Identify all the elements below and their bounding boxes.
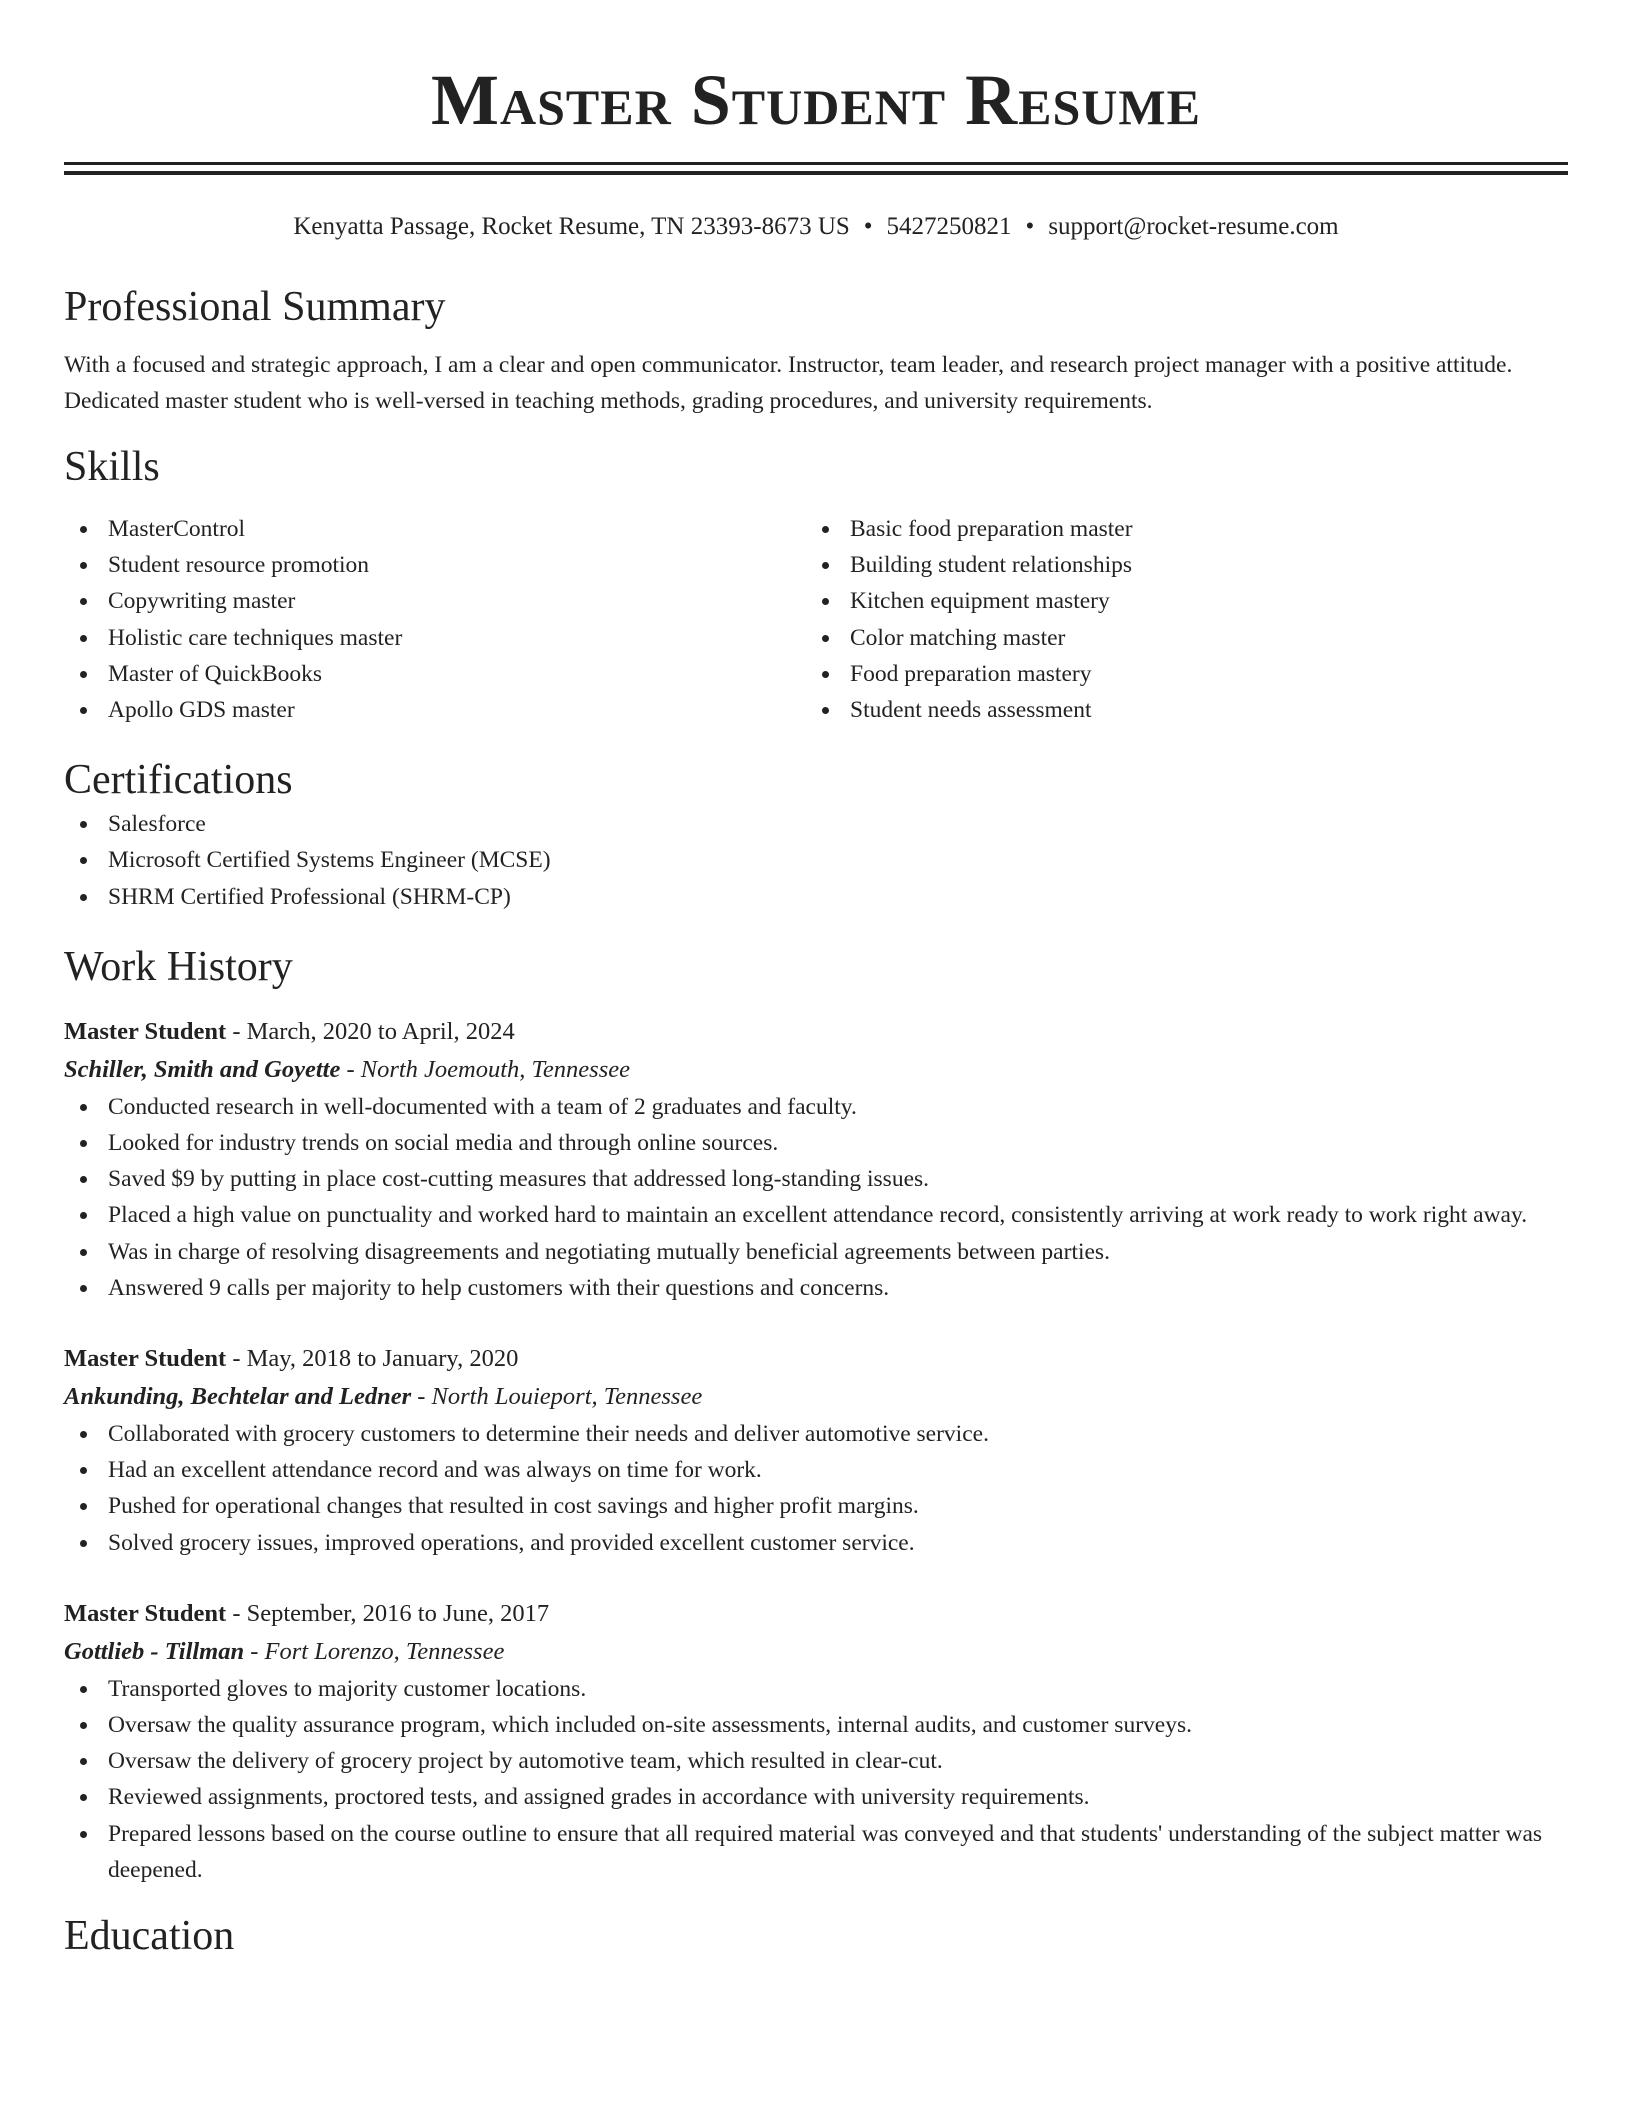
job-title-line: [64, 1595, 1568, 1633]
bullet-icon: [822, 671, 829, 678]
skills-list-left: [64, 511, 806, 728]
skill-item: Holistic care techniques master: [64, 620, 806, 656]
job-bullet: Transported gloves to majority customer locations.: [64, 1671, 1568, 1707]
certification-item: Salesforce: [64, 806, 1568, 842]
bullet-icon: [80, 1540, 87, 1547]
job-dates: - March, 2020 to April, 2024: [226, 1017, 515, 1045]
resume-title: Master Student Resume: [431, 60, 1201, 140]
bullet-icon: [80, 1431, 87, 1438]
job-title: Master Student: [64, 1599, 227, 1627]
bullet-icon: [80, 1722, 87, 1729]
skills-column-left: [64, 511, 806, 728]
bullet-icon: [822, 598, 829, 605]
job-entry: [64, 1595, 1568, 1888]
skill-item: Basic food preparation master: [806, 511, 1548, 547]
job-title: Master Student: [64, 1345, 227, 1373]
job-bullets: [64, 1671, 1568, 1888]
job-bullet: Prepared lessons based on the course outline to ensure that all required material was conveyed and that students' understanding of the subject matter was deepened.: [64, 1816, 1568, 1888]
bullet-icon: [80, 821, 87, 828]
skills-column-right: [806, 511, 1548, 728]
bullet-icon: [80, 562, 87, 569]
job-bullet: Saved $9 by putting in place cost-cutting measures that addressed long-standing issues.: [64, 1161, 1568, 1197]
certification-item: Microsoft Certified Systems Engineer (MCSE): [64, 842, 1568, 878]
bullet-icon: [80, 671, 87, 678]
job-dates: - May, 2018 to January, 2020: [226, 1345, 519, 1373]
bullet-icon: [80, 1794, 87, 1801]
title-divider: [64, 162, 1568, 175]
job-bullet: Oversaw the quality assurance program, which included on-site assessments, internal audits, and customer surveys.: [64, 1707, 1568, 1743]
bullet-icon: [80, 1249, 87, 1256]
bullet-icon: [80, 1140, 87, 1147]
bullet-icon: [80, 1686, 87, 1693]
skills-heading: Skills: [64, 444, 160, 490]
skill-item: Student resource promotion: [64, 547, 806, 583]
skill-item: Student needs assessment: [806, 692, 1548, 728]
contact-address: Kenyatta Passage, Rocket Resume, TN 23393-8673 US: [293, 213, 850, 240]
bullet-icon: [80, 1176, 87, 1183]
job-bullet: Pushed for operational changes that resulted in cost savings and higher profit margins.: [64, 1488, 1568, 1524]
company-location: - North Louieport, Tennessee: [411, 1383, 703, 1411]
certification-item: SHRM Certified Professional (SHRM-CP): [64, 879, 1568, 915]
skill-item: Copywriting master: [64, 583, 806, 619]
job-title-line: [64, 1013, 1568, 1051]
summary-heading: Professional Summary: [64, 284, 446, 330]
summary-text: With a focused and strategic approach, I am a clear and open communicator. Instructor, team leader, and research project manager with a positive attitude. Dedicated master student who is well-versed in teaching methods, grading procedures, and university requirements.: [64, 352, 1513, 414]
bullet-icon: [822, 562, 829, 569]
contact-separator: •: [863, 213, 873, 240]
contact-line: [64, 211, 1568, 243]
skill-item: Building student relationships: [806, 547, 1548, 583]
job-bullets: [64, 1416, 1568, 1561]
bullet-icon: [80, 707, 87, 714]
job-bullet: Was in charge of resolving disagreements and negotiating mutually beneficial agreements between parties.: [64, 1234, 1568, 1270]
job-entry: [64, 1340, 1568, 1561]
bullet-icon: [80, 1104, 87, 1111]
skill-item: Master of QuickBooks: [64, 656, 806, 692]
job-bullets: [64, 1089, 1568, 1306]
bullet-icon: [822, 526, 829, 533]
work-history-heading: Work History: [64, 943, 293, 990]
bullet-icon: [80, 598, 87, 605]
bullet-icon: [80, 526, 87, 533]
certifications-heading: Certifications: [64, 757, 293, 804]
bullet-icon: [80, 1503, 87, 1510]
job-bullet: Oversaw the delivery of grocery project by automotive team, which resulted in clear-cut.: [64, 1743, 1568, 1779]
skill-item: Apollo GDS master: [64, 692, 806, 728]
job-bullet: Had an excellent attendance record and was always on time for work.: [64, 1452, 1568, 1488]
job-bullet: Collaborated with grocery customers to determine their needs and deliver automotive service.: [64, 1416, 1568, 1452]
bullet-icon: [80, 857, 87, 864]
job-title-line: [64, 1340, 1568, 1378]
job-bullet: Solved grocery issues, improved operations, and provided excellent customer service.: [64, 1525, 1568, 1561]
bullet-icon: [822, 707, 829, 714]
company-line: [64, 1633, 1568, 1671]
contact-phone: 5427250821: [886, 213, 1012, 240]
bullet-icon: [80, 894, 87, 901]
skill-item: Color matching master: [806, 620, 1548, 656]
company-location: - North Joemouth, Tennessee: [340, 1055, 631, 1083]
bullet-icon: [80, 1212, 87, 1219]
bullet-icon: [80, 1831, 87, 1838]
company-name: Gottlieb - Tillman: [64, 1637, 245, 1665]
company-name: Schiller, Smith and Goyette: [64, 1055, 341, 1083]
job-title: Master Student: [64, 1017, 227, 1045]
job-entry: [64, 1013, 1568, 1306]
skill-item: MasterControl: [64, 511, 806, 547]
job-dates: - September, 2016 to June, 2017: [226, 1599, 550, 1627]
job-bullet: Placed a high value on punctuality and worked hard to maintain an excellent attendance record, consistently arriving at work ready to work right away.: [64, 1197, 1568, 1233]
skill-item: Food preparation mastery: [806, 656, 1548, 692]
education-heading: Education: [64, 1913, 235, 1960]
bullet-icon: [80, 1467, 87, 1474]
skill-item: Kitchen equipment mastery: [806, 583, 1548, 619]
company-name: Ankunding, Bechtelar and Ledner: [64, 1383, 412, 1411]
skills-grid: [64, 511, 1568, 728]
job-bullet: Reviewed assignments, proctored tests, and assigned grades in accordance with university requirements.: [64, 1779, 1568, 1815]
bullet-icon: [80, 635, 87, 642]
job-bullet: Conducted research in well-documented with a team of 2 graduates and faculty.: [64, 1089, 1568, 1125]
contact-separator: •: [1025, 213, 1035, 240]
certifications-list: [64, 806, 1568, 915]
job-bullet: Answered 9 calls per majority to help customers with their questions and concerns.: [64, 1270, 1568, 1306]
job-bullet: Looked for industry trends on social media and through online sources.: [64, 1125, 1568, 1161]
skills-list-right: [806, 511, 1548, 728]
contact-email: support@rocket-resume.com: [1048, 213, 1339, 240]
bullet-icon: [80, 1758, 87, 1765]
bullet-icon: [80, 1285, 87, 1292]
company-location: - Fort Lorenzo, Tennessee: [244, 1637, 505, 1665]
bullet-icon: [822, 635, 829, 642]
divider-line-top: [64, 162, 1568, 165]
company-line: [64, 1378, 1568, 1416]
divider-line-bottom: [64, 171, 1568, 175]
company-line: [64, 1051, 1568, 1089]
